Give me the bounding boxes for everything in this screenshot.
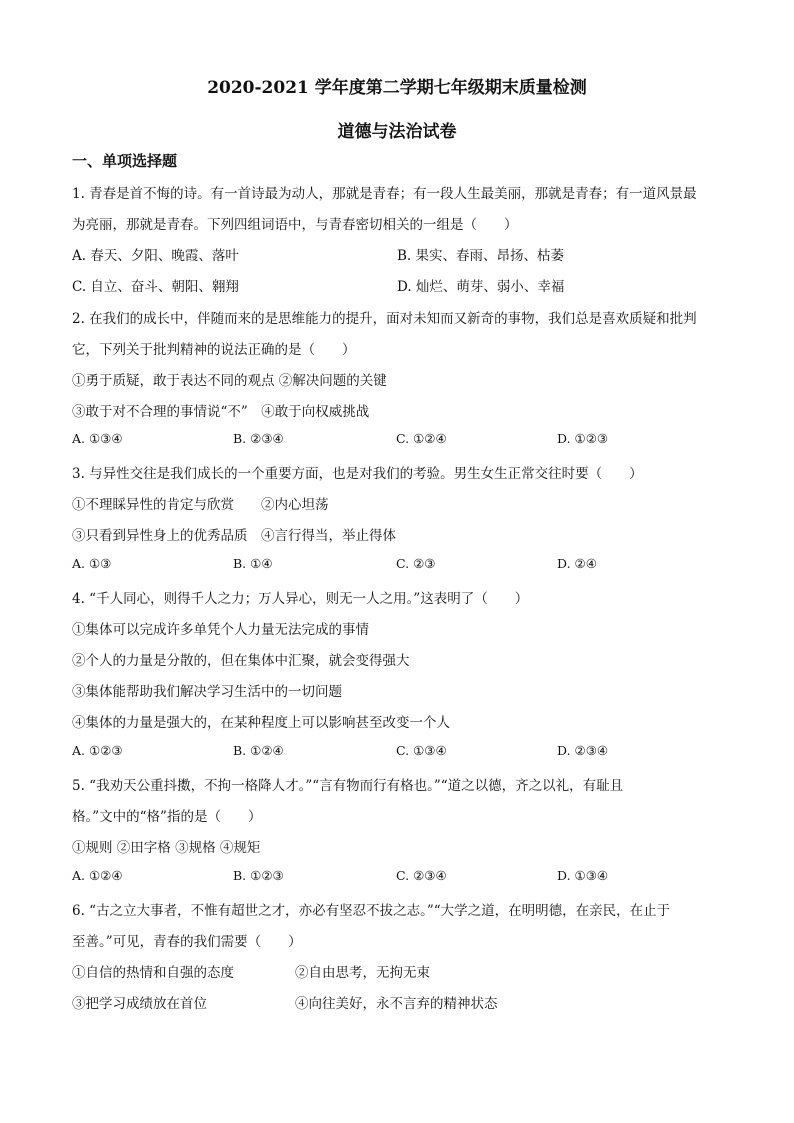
statement-line: ①勇于质疑，敢于表达不同的观点 ②解决问题的关键 [72,373,387,389]
option-b: B. ①④ [233,556,273,571]
statement-line: ①集体可以完成许多单凭个人力量无法完成的事情 [72,622,369,638]
question-stem: 3. 与异性交往是我们成长的一个重要方面，也是对我们的考验。男生女生正常交往时要（ ） [72,466,643,482]
option-b: B. ①②③ [233,868,284,883]
statement-item: ③把学习成绩放在首位 [72,996,207,1012]
option-c: C. ②③④ [396,868,447,883]
exam-title: 2020-2021 学年度第二学期七年级期末质量检测 [207,78,587,98]
option-d: D. ①②③ [557,431,609,446]
option-a: A. ①③④ [72,431,123,446]
option-d: D. ②③④ [557,743,609,758]
option-c: C. ②③ [396,556,436,571]
option-b: B. ①②④ [233,743,284,758]
statement-line: ②个人的力量是分散的，但在集体中汇聚，就会变得强大 [72,653,410,669]
section-heading: 一、单项选择题 [72,152,178,170]
question-stem: 4. “千人同心，则得千人之力；万人异心，则无一人之用。”这表明了（ ） [72,591,529,607]
statement-line: ①不理睬异性的肯定与欣赏 ②内心坦荡 [72,497,329,513]
statement-line: ③只看到异性身上的优秀品质 ④言行得当，举止得体 [72,528,396,544]
question-stem: 6. “古之立大事者，不惟有超世之才，亦必有坚忍不拔之志。”“大学之道，在明明德，在亲民，在止于 [72,903,671,919]
option-d: D. ①③④ [557,868,609,883]
question-stem: 2. 在我们的成长中，伴随而来的是思维能力的提升，面对未知而又新奇的事物，我们总是喜欢质疑和批判 [72,311,697,327]
question-stem: 1. 青春是首不悔的诗。有一首诗最为动人，那就是青春；有一段人生最美丽，那就是青春；有一道风景最 [72,186,697,202]
question-stem: 它，下列关于批判精神的说法正确的是（ ） [72,342,356,358]
option-b: B. ②③④ [233,431,284,446]
option-a: A. 春天、夕阳、晚霞、落叶 [72,248,239,264]
option-d: D. ②④ [557,556,597,571]
statement-item: ②自由思考，无拘无束 [295,965,430,981]
question-stem: 格。”文中的“格”指的是（ ） [72,809,262,825]
statement-line: ③敢于对不合理的事情说“不” ④敢于向权威挑战 [72,404,370,420]
option-c: C. ①③④ [396,743,447,758]
statement-line: ③集体能帮助我们解决学习生活中的一切问题 [72,684,342,700]
statement-line: ①规则 ②田字格 ③规格 ④规矩 [72,840,261,856]
question-stem: 至善。”可见，青春的我们需要（ ） [72,934,302,950]
option-c: C. ①②④ [396,431,447,446]
statement-item: ④向往美好，永不言弃的精神状态 [295,996,498,1012]
option-a: A. ①②④ [72,868,123,883]
option-b: B. 果实、春雨、昂扬、枯萎 [397,248,565,264]
option-c: C. 自立、奋斗、朝阳、翱翔 [72,279,239,295]
option-d: D. 灿烂、萌芽、弱小、幸福 [397,279,565,295]
exam-subtitle: 道德与法治试卷 [337,122,457,142]
question-stem: 为亮丽，那就是青春。下列四组词语中，与青春密切相关的一组是（ ） [72,217,518,233]
option-a: A. ①③ [72,556,112,571]
statement-item: ①自信的热情和自强的态度 [72,965,234,981]
statement-line: ④集体的力量是强大的，在某种程度上可以影响甚至改变一个人 [72,715,450,731]
option-a: A. ①②③ [72,743,123,758]
question-stem: 5. “我劝天公重抖擞，不拘一格降人才。”“言有物而行有格也。”“道之以德，齐之以礼，有耻且 [72,778,624,794]
